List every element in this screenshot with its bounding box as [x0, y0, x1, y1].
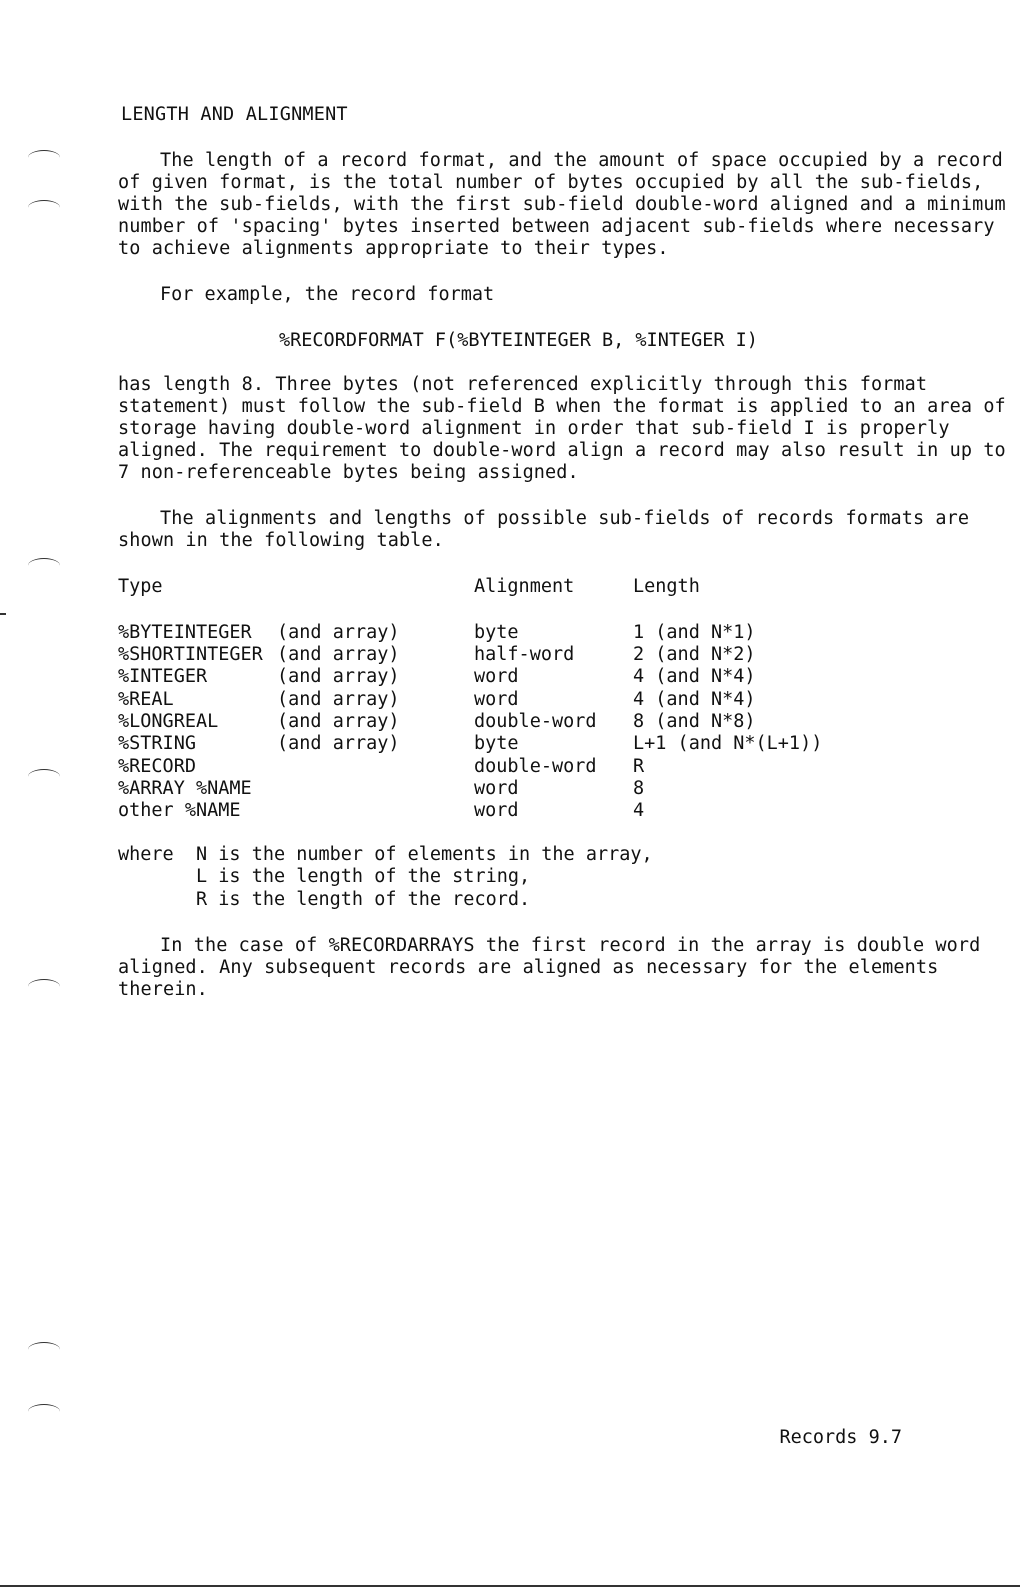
cell-length: R [633, 756, 645, 777]
cell-array: (and array) [277, 622, 400, 643]
text-line: aligned. The requirement to double-word align a record may also result in up to [118, 440, 1006, 461]
cell-length: 4 [633, 800, 645, 821]
text-line: The alignments and lengths of possible sub-fields of records formats are [160, 508, 970, 529]
cell-array: (and array) [277, 689, 400, 710]
cell-alignment: byte [474, 622, 519, 643]
cell-type: %LONGREAL [118, 711, 219, 732]
cell-type: %RECORD [118, 756, 196, 777]
text-line: aligned. Any subsequent records are aligned as necessary for the elements [118, 957, 939, 978]
text-line: 7 non-referenceable bytes being assigned. [118, 462, 579, 483]
cell-alignment: double-word [474, 711, 597, 732]
cell-type: %INTEGER [118, 666, 208, 687]
column-header-alignment: Alignment [474, 576, 575, 597]
column-header-length: Length [633, 576, 700, 597]
cell-length: 1 (and N*1) [633, 622, 756, 643]
text-line: number of 'spacing' bytes inserted between adjacent sub-fields where necessary [118, 216, 995, 237]
table-row [0, 778, 1020, 800]
text-line: has length 8. Three bytes (not referenced explicitly through this format [118, 374, 928, 395]
cell-length: 8 (and N*8) [633, 711, 756, 732]
cell-type: %SHORTINTEGER [118, 644, 263, 665]
punch-hole-mark [28, 979, 60, 994]
table-row [0, 756, 1020, 778]
where-item: L is the length of the string, [196, 866, 531, 887]
cell-type: other %NAME [118, 800, 241, 821]
where-label: where [118, 844, 174, 865]
section-heading: LENGTH AND ALIGNMENT [121, 104, 348, 125]
cell-length: L+1 (and N*(L+1)) [633, 733, 823, 754]
margin-tick [0, 613, 6, 615]
text-line: storage having double-word alignment in order that sub-field I is properly [118, 418, 950, 439]
cell-length: 2 (and N*2) [633, 644, 756, 665]
cell-alignment: word [474, 666, 519, 687]
text-line: with the sub-fields, with the first sub-field double-word aligned and a minimum [118, 194, 1006, 215]
paragraph-explanation [118, 374, 1006, 484]
text-line: therein. [118, 979, 208, 1000]
table-row [0, 644, 1020, 666]
where-item: N is the number of elements in the array, [196, 844, 653, 865]
punch-hole-mark [28, 200, 60, 215]
cell-length: 4 (and N*4) [633, 666, 756, 687]
page-footer: Records 9.7 [779, 1427, 902, 1448]
cell-alignment: word [474, 689, 519, 710]
text-line: statement) must follow the sub-field B when the format is applied to an area of [118, 396, 1006, 417]
table-row [0, 711, 1020, 733]
table-row [0, 622, 1020, 644]
cell-type: %BYTEINTEGER [118, 622, 252, 643]
cell-type: %REAL [118, 689, 174, 710]
paragraph-example-intro: For example, the record format [160, 284, 495, 305]
cell-array: (and array) [277, 711, 400, 732]
text-line: shown in the following table. [118, 530, 444, 551]
cell-alignment: byte [474, 733, 519, 754]
text-line: In the case of %RECORDARRAYS the first record in the array is double word [160, 935, 981, 956]
cell-array: (and array) [277, 644, 400, 665]
cell-array: (and array) [277, 733, 400, 754]
table-row [0, 800, 1020, 822]
code-example: %RECORDFORMAT F(%BYTEINTEGER B, %INTEGER I) [279, 330, 758, 351]
cell-alignment: double-word [474, 756, 597, 777]
paragraph-record-arrays [118, 935, 981, 1001]
cell-array: (and array) [277, 666, 400, 687]
paragraph-table-intro [118, 508, 970, 552]
table-row [0, 666, 1020, 688]
cell-length: 8 [633, 778, 645, 799]
text-line: of given format, is the total number of bytes occupied by all the sub-fields, [118, 172, 984, 193]
cell-type: %STRING [118, 733, 196, 754]
cell-alignment: word [474, 778, 519, 799]
cell-alignment: word [474, 800, 519, 821]
cell-type: %ARRAY %NAME [118, 778, 252, 799]
where-item: R is the length of the record. [196, 889, 531, 910]
cell-length: 4 (and N*4) [633, 689, 756, 710]
column-header-type: Type [118, 576, 163, 597]
punch-hole-mark [28, 1342, 60, 1357]
text-line: The length of a record format, and the amount of space occupied by a record [160, 150, 1003, 171]
paragraph-length [118, 150, 1006, 260]
table-row [0, 733, 1020, 755]
cell-alignment: half-word [474, 644, 575, 665]
table-row [0, 689, 1020, 711]
text-line: to achieve alignments appropriate to their types. [118, 238, 669, 259]
punch-hole-mark [28, 558, 60, 573]
punch-hole-mark [28, 1404, 60, 1419]
bottom-edge-line [0, 1585, 1020, 1587]
punch-hole-mark [28, 150, 60, 165]
